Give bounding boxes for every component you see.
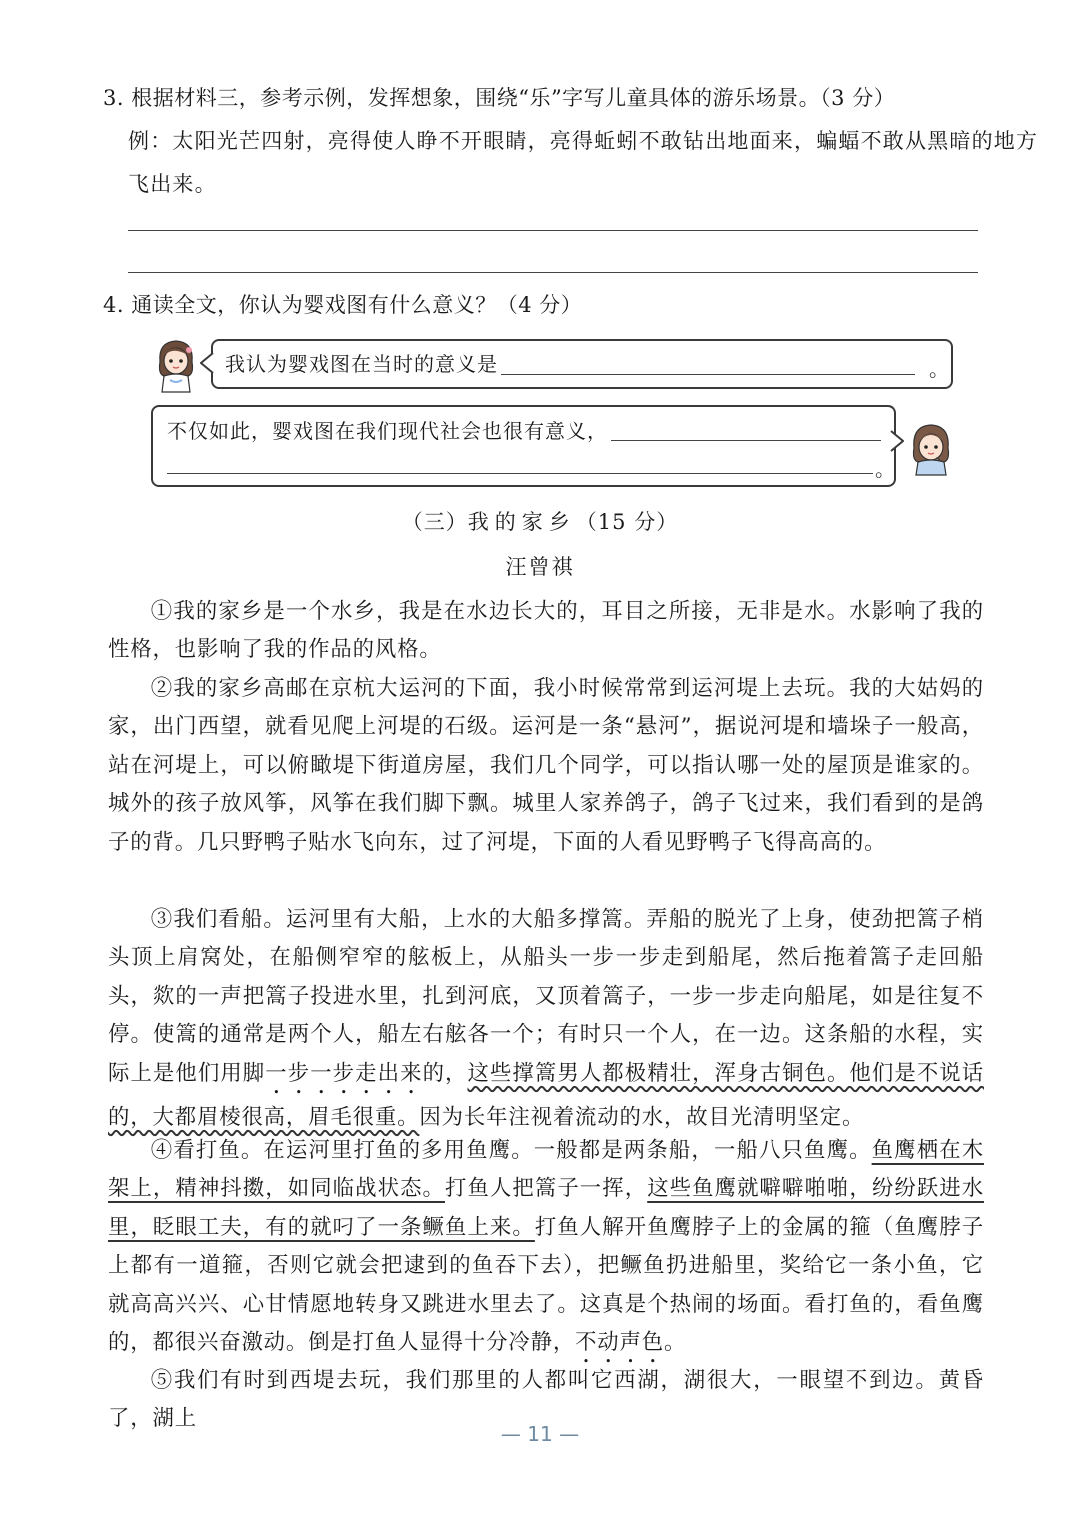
paragraph-4-underline-1: 鱼鹰栖在木架上，精神抖擞，如同临战状态。 xyxy=(108,1138,984,1202)
paragraph-3-text-a: ③我们看船。运河里有大船，上水的大船多撑篙。弄船的脱光了上身，使劲把篙子梢头顶上肩窝处，在船侧窄窄的舷板上，从船头一步一步走到船尾，然后拖着篙子走回船头，欻的一声把篙子投进水里，扎到河底，又顶着篙子，一步一步走向船尾，如是往复不停。使篙的通常是两个人，船左右舷各一个；有时只一个人，在一边。这条船的水程，实际上是他们用脚 xyxy=(108,907,984,1086)
paragraph-4-dotted-phrase: 不动声色 xyxy=(575,1330,665,1356)
q3-example-line-1: 例：太阳光芒四射，亮得使人睁不开眼睛，亮得蚯蚓不敢钻出地面来，蝙蝠不敢从黑暗的地方 xyxy=(128,129,1039,153)
paragraph-3-dotted-phrase: 一步一步走出来 xyxy=(265,1060,423,1086)
q3-answer-line-2[interactable] xyxy=(128,272,978,273)
section-heading xyxy=(0,508,1080,536)
bubble-1-tail xyxy=(200,352,214,374)
girl-avatar-icon xyxy=(906,420,956,476)
paragraph-4-text-c: 打鱼人解开鱼鹰脖子上的金属的箍（鱼鹰脖子上都有一道箍，否则它就会把逮到的鱼吞下去），把鳜鱼扔进船里，奖给它一条小鱼，它就高高兴兴、心甘情愿地转身又跳进水里去了。这真是个热闹的场面。看打鱼的，看鱼鹰的，都很兴奋激动。倒是打鱼人显得十分冷静， xyxy=(108,1214,984,1356)
paragraph-3 xyxy=(108,901,984,1137)
bubble-2-tail xyxy=(890,430,904,452)
bubble-2-text: 不仅如此，婴戏图在我们现代社会也很有意义， xyxy=(167,419,608,443)
paragraph-4 xyxy=(108,1132,984,1368)
paragraph-3-wavy-underline: 这些撑篙男人都极精壮，浑身古铜色。他们是不说话的，大都眉棱很高，眉毛很重。 xyxy=(108,1060,985,1130)
bubble-1-text: 我认为婴戏图在当时的意义是 xyxy=(225,352,498,376)
author-name: 汪曾祺 xyxy=(505,555,575,579)
speech-bubble-1 xyxy=(211,339,953,389)
q3-example-line-2: 飞出来。 xyxy=(128,172,217,196)
question-4: 4. 通读全文，你认为婴戏图有什么意义？（4 分） xyxy=(103,293,583,317)
bubble-2-period: 。 xyxy=(875,457,895,481)
paragraph-4-text-b: 打鱼人把篙子一挥， xyxy=(445,1176,648,1202)
paragraph-2: ②我的家乡高邮在京杭大运河的下面，我小时候常常到运河堤上去玩。我的大姑妈的家，出门西望，就看见爬上河堤的石级。运河是一条“悬河”，据说河堤和墙垛子一般高，站在河堤上，可以俯瞰堤下街道房屋，我们几个同学，可以指认哪一处的屋顶是谁家的。城外的孩子放风筝，风筝在我们脚下飘。城里人家养鸽子，鸽子飞过来，我们看到的是鸽子的背。几只野鸭子贴水飞向东，过了河堤，下面的人看见野鸭子飞得高高的。 xyxy=(108,676,984,855)
page-number: — 11 — xyxy=(500,1422,580,1446)
paragraph-4-underline-2: 这些鱼鹰就噼噼啪啪，纷纷跃进水里，眨眼工夫，有的就叼了一条鳜鱼上来。 xyxy=(108,1176,984,1240)
bubble-1-answer-line[interactable] xyxy=(501,374,915,375)
section-prefix: （三） xyxy=(401,510,468,534)
paragraph-4-text-d: 。 xyxy=(664,1330,687,1356)
bubble-2-answer-line-1[interactable] xyxy=(611,440,881,441)
girl-avatar-icon xyxy=(152,336,200,394)
speech-bubble-2 xyxy=(151,405,896,487)
paragraph-3-text-c: 因为长年注视着流动的水，故目光清明坚定。 xyxy=(419,1104,865,1130)
question-3: 3. 根据材料三，参考示例，发挥想象，围绕“乐”字写儿童具体的游乐场景。（3 分） xyxy=(103,86,896,110)
section-score: （15 分） xyxy=(575,510,679,534)
section-title: 我的家乡 xyxy=(467,510,576,534)
paragraph-3-text-b: 的， xyxy=(422,1060,468,1086)
paragraph-4-text-a: ④看打鱼。在运河里打鱼的多用鱼鹰。一般都是两条船，一船八只鱼鹰。 xyxy=(150,1138,872,1163)
paragraph-1: ①我的家乡是一个水乡，我是在水边长大的，耳目之所接，无非是水。水影响了我的性格，也影响了我的作品的风格。 xyxy=(108,599,984,663)
bubble-1-period: 。 xyxy=(929,357,949,381)
bubble-2-answer-line-2[interactable] xyxy=(167,473,873,474)
q3-answer-line-1[interactable] xyxy=(128,230,978,231)
paragraph-5: ⑤我们有时到西堤去玩，我们那里的人都叫它西湖，湖很大，一眼望不到边。黄昏了，湖上 xyxy=(108,1368,984,1432)
